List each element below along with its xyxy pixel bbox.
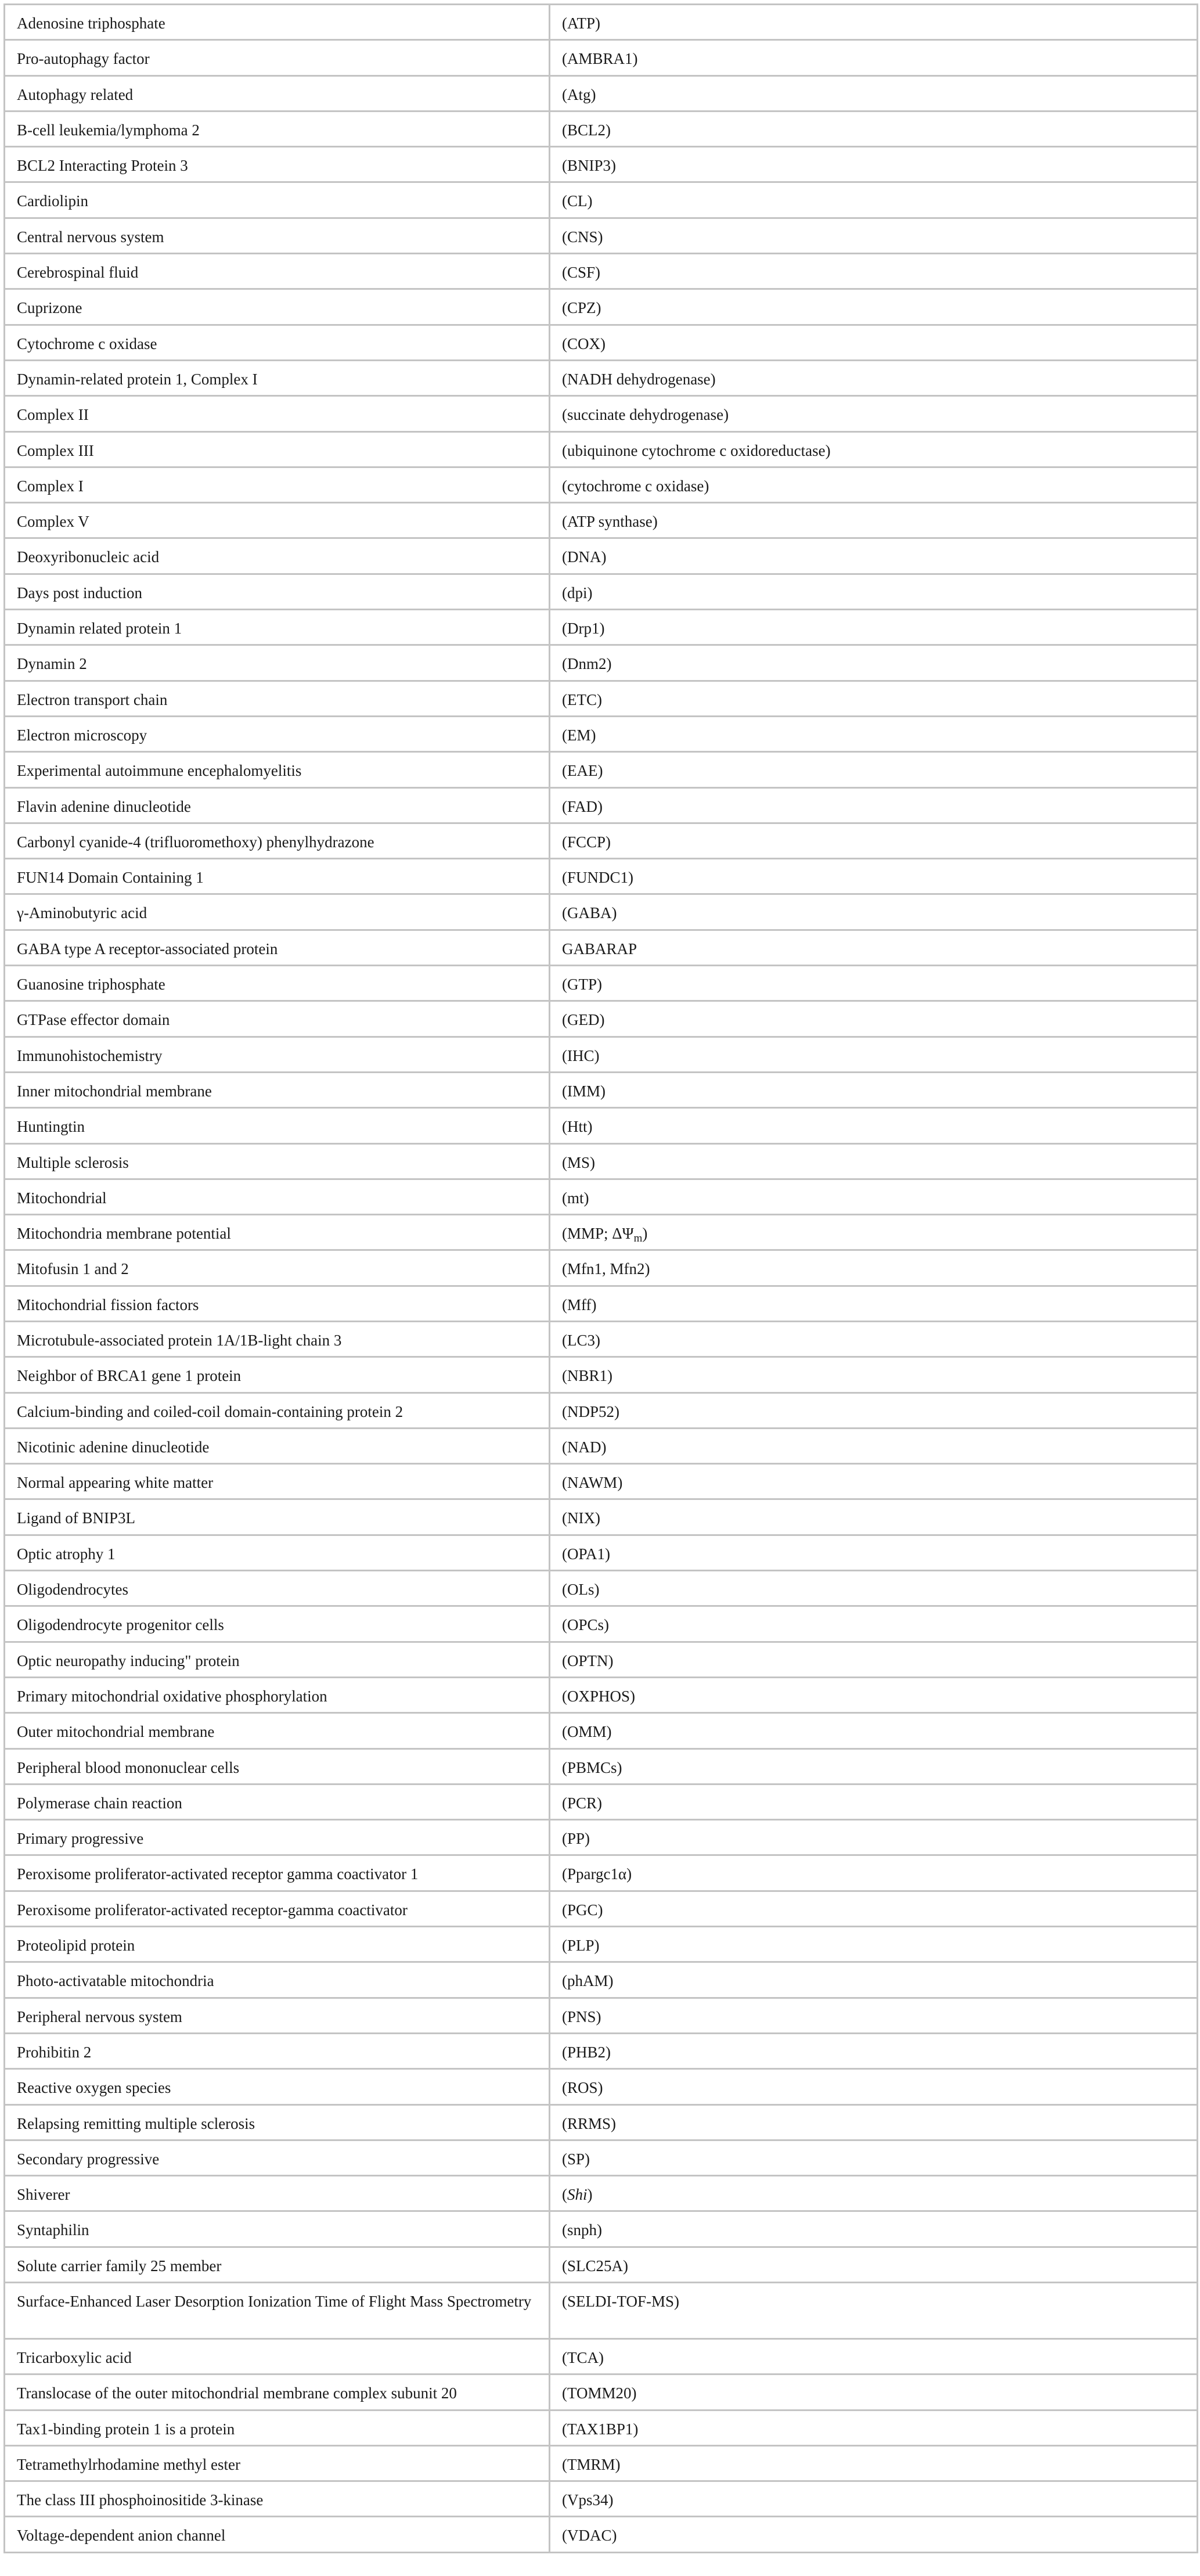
table-row	[5, 2339, 1198, 2374]
abbreviation-text: (NDP52)	[562, 1402, 619, 1420]
abbreviation-text: GABARAP	[562, 940, 637, 958]
term-cell: Nicotinic adenine dinucleotide	[5, 1428, 550, 1463]
table-row	[5, 1713, 1198, 1748]
table-row	[5, 2211, 1198, 2247]
table-row	[5, 2517, 1198, 2552]
abbreviation-cell	[550, 1037, 1198, 1072]
table-row	[5, 1321, 1198, 1357]
abbreviation-text: (OLs)	[562, 1581, 600, 1599]
abbreviation-cell	[550, 1215, 1198, 1250]
term-cell: Peroxisome proliferator-activated receptor gamma coactivator 1	[5, 1855, 550, 1891]
term-cell: Oligodendrocyte progenitor cells	[5, 1606, 550, 1642]
table-row	[5, 1286, 1198, 1321]
table-row	[5, 1784, 1198, 1819]
term-cell: Surface-Enhanced Laser Desorption Ionization Time of Flight Mass Spectrometry	[5, 2283, 550, 2339]
table-row	[5, 2140, 1198, 2175]
abbreviation-cell	[550, 2247, 1198, 2282]
table-row	[5, 289, 1198, 325]
abbreviation-cell	[550, 716, 1198, 751]
abbreviation-text: (TCA)	[562, 2349, 604, 2366]
abbreviation-text: (Mfn1, Mfn2)	[562, 1260, 650, 1278]
abbreviation-cell	[550, 1535, 1198, 1570]
abbreviation-text: (NIX)	[562, 1509, 600, 1527]
term-cell: Immunohistochemistry	[5, 1037, 550, 1072]
term-cell: Electron microscopy	[5, 716, 550, 751]
abbreviation-text: (ubiquinone cytochrome c oxidoreductase)	[562, 441, 831, 459]
abbreviation-text: (CNS)	[562, 228, 603, 246]
abbreviation-cell	[550, 2374, 1198, 2410]
abbreviation-cell	[550, 2140, 1198, 2175]
table-row	[5, 1428, 1198, 1463]
abbreviation-text: (OXPHOS)	[562, 1687, 636, 1705]
abbreviation-text: (EAE)	[562, 762, 603, 780]
table-row	[5, 787, 1198, 823]
table-row	[5, 966, 1198, 1001]
abbreviation-cell	[550, 2517, 1198, 2552]
table-row	[5, 538, 1198, 574]
abbreviation-text: (CPZ)	[562, 299, 601, 317]
abbreviation-text: (DNA)	[562, 548, 607, 566]
table-row	[5, 716, 1198, 751]
term-cell: Peripheral nervous system	[5, 1998, 550, 2033]
abbreviation-text: (OPTN)	[562, 1652, 614, 1670]
abbreviation-text: (MMP; ΔΨ	[562, 1225, 634, 1243]
table-row	[5, 1571, 1198, 1606]
term-cell: GABA type A receptor-associated protein	[5, 930, 550, 965]
abbreviation-cell	[550, 147, 1198, 182]
abbreviation-cell	[550, 2445, 1198, 2481]
term-cell: GTPase effector domain	[5, 1001, 550, 1037]
abbreviation-text: (AMBRA1)	[562, 50, 638, 68]
abbreviation-text: (Htt)	[562, 1118, 593, 1136]
table-row	[5, 1464, 1198, 1499]
term-cell: Guanosine triphosphate	[5, 966, 550, 1001]
abbreviation-text: (SLC25A)	[562, 2257, 628, 2275]
table-row	[5, 1250, 1198, 1286]
abbreviation-text: (Shi)	[562, 2186, 593, 2204]
term-cell: Peripheral blood mononuclear cells	[5, 1748, 550, 1784]
abbreviation-text: (succinate dehydrogenase)	[562, 406, 729, 424]
term-cell: Proteolipid protein	[5, 1927, 550, 1962]
abbreviation-text: (SELDI-TOF-MS)	[562, 2293, 679, 2310]
term-cell: Mitochondrial	[5, 1179, 550, 1214]
abbreviation-cell	[550, 894, 1198, 930]
table-row	[5, 2104, 1198, 2140]
abbreviation-text: (CL)	[562, 192, 593, 210]
abbreviation-cell	[550, 538, 1198, 574]
abbreviation-text: (EM)	[562, 726, 596, 744]
abbreviation-cell	[550, 1464, 1198, 1499]
abbreviation-text: (Dnm2)	[562, 655, 612, 673]
abbreviation-cell	[550, 1962, 1198, 1998]
abbreviation-cell	[550, 574, 1198, 609]
abbreviation-cell	[550, 2033, 1198, 2068]
term-cell: BCL2 Interacting Protein 3	[5, 147, 550, 182]
abbreviation-cell	[550, 610, 1198, 645]
term-cell: Mitochondrial fission factors	[5, 1286, 550, 1321]
abbreviation-text: (ETC)	[562, 690, 602, 708]
abbreviation-text: (COX)	[562, 334, 606, 352]
table-row	[5, 859, 1198, 894]
term-cell: Dynamin related protein 1	[5, 610, 550, 645]
term-cell: Cerebrospinal fluid	[5, 254, 550, 289]
table-row	[5, 218, 1198, 253]
term-cell: Peroxisome proliferator-activated receptor-gamma coactivator	[5, 1891, 550, 1926]
term-cell: Prohibitin 2	[5, 2033, 550, 2068]
abbreviation-cell	[550, 182, 1198, 218]
abbreviation-cell	[550, 431, 1198, 467]
abbreviation-cell	[550, 1393, 1198, 1428]
abbreviation-cell	[550, 787, 1198, 823]
abbreviation-text: (PCR)	[562, 1794, 603, 1812]
abbreviation-text: (FAD)	[562, 797, 603, 815]
term-cell: Dynamin-related protein 1, Complex I	[5, 360, 550, 395]
table-row	[5, 2247, 1198, 2282]
abbreviation-text: (IHC)	[562, 1046, 600, 1064]
abbreviation-cell	[550, 1606, 1198, 1642]
abbreviation-cell	[550, 859, 1198, 894]
term-cell: Tetramethylrhodamine methyl ester	[5, 2445, 550, 2481]
abbreviation-text: (RRMS)	[562, 2114, 617, 2132]
abbreviation-cell	[550, 2176, 1198, 2211]
abbreviation-cell	[550, 1072, 1198, 1107]
table-row	[5, 2410, 1198, 2445]
table-row	[5, 823, 1198, 858]
abbreviation-cell	[550, 218, 1198, 253]
term-cell: Mitofusin 1 and 2	[5, 1250, 550, 1286]
abbreviation-cell	[550, 1642, 1198, 1677]
abbreviation-cell	[550, 823, 1198, 858]
abbreviation-text: (NADH dehydrogenase)	[562, 370, 716, 388]
term-cell: Complex II	[5, 396, 550, 431]
abbreviation-table-body	[5, 5, 1198, 2553]
table-row	[5, 2374, 1198, 2410]
abbreviation-text: (phAM)	[562, 1972, 614, 1990]
term-cell: Cardiolipin	[5, 182, 550, 218]
abbreviation-text: (Mff)	[562, 1296, 597, 1314]
abbreviation-cell	[550, 1250, 1198, 1286]
abbreviation-text: (GED)	[562, 1011, 605, 1029]
term-cell: Optic neuropathy inducing" protein	[5, 1642, 550, 1677]
term-cell: Translocase of the outer mitochondrial membrane complex subunit 20	[5, 2374, 550, 2410]
abbreviation-cell	[550, 503, 1198, 538]
term-cell: Electron transport chain	[5, 681, 550, 716]
abbreviation-text: (NBR1)	[562, 1367, 612, 1385]
table-row	[5, 1891, 1198, 1926]
abbreviation-cell	[550, 325, 1198, 360]
table-row	[5, 1677, 1198, 1712]
table-row	[5, 1748, 1198, 1784]
term-cell: Days post induction	[5, 574, 550, 609]
abbreviation-cell	[550, 289, 1198, 325]
term-cell: Complex I	[5, 467, 550, 502]
table-row	[5, 325, 1198, 360]
term-cell: Microtubule-associated protein 1A/1B-light chain 3	[5, 1321, 550, 1357]
term-cell: Experimental autoimmune encephalomyelitis	[5, 752, 550, 787]
table-row	[5, 1001, 1198, 1037]
term-cell: Dynamin 2	[5, 645, 550, 681]
abbreviation-text: (BNIP3)	[562, 157, 616, 175]
term-cell: Outer mitochondrial membrane	[5, 1713, 550, 1748]
table-row	[5, 5, 1198, 40]
abbreviation-text: (Vps34)	[562, 2491, 614, 2509]
abbreviation-cell	[550, 1820, 1198, 1855]
table-row	[5, 254, 1198, 289]
table-row	[5, 1108, 1198, 1143]
abbreviation-cell	[550, 2283, 1198, 2339]
term-cell: B-cell leukemia/lymphoma 2	[5, 111, 550, 146]
term-cell: Normal appearing white matter	[5, 1464, 550, 1499]
abbreviation-text: (dpi)	[562, 584, 593, 602]
term-cell: Inner mitochondrial membrane	[5, 1072, 550, 1107]
abbreviation-text: (PBMCs)	[562, 1758, 622, 1776]
table-row	[5, 1143, 1198, 1179]
abbreviation-text: (PHB2)	[562, 2043, 611, 2061]
abbreviation-cell	[550, 1748, 1198, 1784]
term-cell: Deoxyribonucleic acid	[5, 538, 550, 574]
abbreviation-cell	[550, 1428, 1198, 1463]
abbreviation-text: (mt)	[562, 1189, 589, 1207]
term-cell: Neighbor of BRCA1 gene 1 protein	[5, 1357, 550, 1393]
abbreviation-cell	[550, 1998, 1198, 2033]
abbreviation-cell	[550, 254, 1198, 289]
table-row	[5, 111, 1198, 146]
table-row	[5, 610, 1198, 645]
abbreviation-cell	[550, 1499, 1198, 1535]
table-row	[5, 1179, 1198, 1214]
abbreviation-cell	[550, 1713, 1198, 1748]
abbreviation-tail: )	[642, 1225, 648, 1243]
term-cell: Adenosine triphosphate	[5, 5, 550, 40]
table-row	[5, 1215, 1198, 1250]
table-row	[5, 396, 1198, 431]
table-row	[5, 1606, 1198, 1642]
term-cell: Ligand of BNIP3L	[5, 1499, 550, 1535]
term-cell: The class III phosphoinositide 3-kinase	[5, 2481, 550, 2517]
abbreviation-cell	[550, 467, 1198, 502]
abbreviation-text: (GABA)	[562, 904, 617, 922]
abbreviation-cell	[550, 681, 1198, 716]
abbreviation-text: (SP)	[562, 2150, 590, 2168]
abbreviation-cell	[550, 2481, 1198, 2517]
table-row	[5, 147, 1198, 182]
abbreviation-cell	[550, 75, 1198, 111]
term-cell: Solute carrier family 25 member	[5, 2247, 550, 2282]
term-cell: Voltage-dependent anion channel	[5, 2517, 550, 2552]
term-cell: Tax1-binding protein 1 is a protein	[5, 2410, 550, 2445]
term-cell: Cytochrome c oxidase	[5, 325, 550, 360]
abbreviation-cell	[550, 5, 1198, 40]
term-cell: Cuprizone	[5, 289, 550, 325]
table-row	[5, 75, 1198, 111]
table-row	[5, 467, 1198, 502]
abbreviation-cell	[550, 2339, 1198, 2374]
term-cell: Central nervous system	[5, 218, 550, 253]
abbreviation-text: (PNS)	[562, 2007, 601, 2025]
abbreviation-cell	[550, 1143, 1198, 1179]
abbreviation-cell	[550, 1784, 1198, 1819]
table-row	[5, 40, 1198, 75]
table-row	[5, 894, 1198, 930]
abbreviation-text: (MS)	[562, 1153, 596, 1171]
table-row	[5, 1642, 1198, 1677]
abbreviation-text: (LC3)	[562, 1331, 600, 1349]
table-row	[5, 930, 1198, 965]
abbreviation-text: (GTP)	[562, 976, 602, 994]
abbreviation-text: (PP)	[562, 1830, 590, 1848]
term-cell: Secondary progressive	[5, 2140, 550, 2175]
term-cell: Mitochondria membrane potential	[5, 1215, 550, 1250]
abbreviation-text: (snph)	[562, 2221, 602, 2239]
abbreviation-text: (OPCs)	[562, 1616, 610, 1634]
term-cell: FUN14 Domain Containing 1	[5, 859, 550, 894]
term-cell: Complex V	[5, 503, 550, 538]
abbreviation-cell	[550, 1286, 1198, 1321]
table-row	[5, 2069, 1198, 2104]
abbreviation-cell	[550, 1179, 1198, 1214]
term-cell: Shiverer	[5, 2176, 550, 2211]
table-row	[5, 752, 1198, 787]
term-cell: Reactive oxygen species	[5, 2069, 550, 2104]
abbreviation-cell	[550, 645, 1198, 681]
table-row	[5, 1962, 1198, 1998]
abbreviation-text: (PGC)	[562, 1901, 603, 1919]
abbreviation-cell	[550, 2104, 1198, 2140]
term-cell: Primary mitochondrial oxidative phosphorylation	[5, 1677, 550, 1712]
abbreviation-cell	[550, 111, 1198, 146]
table-row	[5, 1535, 1198, 1570]
table-row	[5, 431, 1198, 467]
term-cell: Relapsing remitting multiple sclerosis	[5, 2104, 550, 2140]
term-cell: Flavin adenine dinucleotide	[5, 787, 550, 823]
abbreviation-text: (TMRM)	[562, 2455, 621, 2473]
abbreviation-text: (BCL2)	[562, 121, 611, 139]
term-cell: Photo-activatable mitochondria	[5, 1962, 550, 1998]
abbreviation-cell	[550, 2211, 1198, 2247]
abbreviation-cell	[550, 1321, 1198, 1357]
term-cell: Complex III	[5, 431, 550, 467]
table-row	[5, 1393, 1198, 1428]
table-row	[5, 2033, 1198, 2068]
abbreviation-text: (ROS)	[562, 2079, 603, 2097]
table-row	[5, 2176, 1198, 2211]
abbreviation-text: (PLP)	[562, 1937, 600, 1955]
abbreviation-text: (FCCP)	[562, 833, 611, 851]
term-cell: Autophagy related	[5, 75, 550, 111]
abbreviation-cell	[550, 1891, 1198, 1926]
abbreviation-text: (OMM)	[562, 1723, 612, 1741]
abbreviation-cell	[550, 1855, 1198, 1891]
abbreviation-text: (IMM)	[562, 1082, 606, 1100]
abbreviation-text: (ATP)	[562, 15, 600, 32]
term-cell: Pro-autophagy factor	[5, 40, 550, 75]
abbreviation-text: (NAD)	[562, 1438, 607, 1456]
abbreviation-cell	[550, 1357, 1198, 1393]
abbreviation-text: (VDAC)	[562, 2527, 617, 2545]
table-row	[5, 1357, 1198, 1393]
table-row	[5, 1927, 1198, 1962]
table-row	[5, 1855, 1198, 1891]
abbreviation-text: (FUNDC1)	[562, 869, 634, 887]
table-row	[5, 2445, 1198, 2481]
term-cell: Primary progressive	[5, 1820, 550, 1855]
term-cell: Carbonyl cyanide-4 (trifluoromethoxy) phenylhydrazone	[5, 823, 550, 858]
abbreviation-cell	[550, 1927, 1198, 1962]
abbreviation-cell	[550, 1677, 1198, 1712]
abbreviation-cell	[550, 2410, 1198, 2445]
abbreviation-cell	[550, 930, 1198, 965]
term-cell: Calcium-binding and coiled-coil domain-containing protein 2	[5, 1393, 550, 1428]
abbreviation-table	[3, 3, 1198, 2553]
abbreviation-text: (NAWM)	[562, 1474, 623, 1492]
abbreviation-cell	[550, 396, 1198, 431]
abbreviation-text: (Ppargc1α)	[562, 1865, 632, 1883]
term-cell: Polymerase chain reaction	[5, 1784, 550, 1819]
table-row	[5, 182, 1198, 218]
abbreviation-cell	[550, 966, 1198, 1001]
abbreviation-text: (Atg)	[562, 85, 596, 103]
abbreviation-cell	[550, 1108, 1198, 1143]
table-row	[5, 503, 1198, 538]
table-row	[5, 681, 1198, 716]
term-cell: Syntaphilin	[5, 2211, 550, 2247]
term-cell: Multiple sclerosis	[5, 1143, 550, 1179]
abbreviation-cell	[550, 1001, 1198, 1037]
abbreviation-cell	[550, 360, 1198, 395]
table-row	[5, 574, 1198, 609]
term-cell: Optic atrophy 1	[5, 1535, 550, 1570]
term-cell: Tricarboxylic acid	[5, 2339, 550, 2374]
abbreviation-text: (TAX1BP1)	[562, 2420, 639, 2438]
table-row	[5, 1037, 1198, 1072]
table-row	[5, 1072, 1198, 1107]
abbreviation-subscript: m	[633, 1232, 643, 1245]
table-row	[5, 1499, 1198, 1535]
table-row	[5, 1820, 1198, 1855]
abbreviation-text: (TOMM20)	[562, 2384, 637, 2402]
abbreviation-text: (ATP synthase)	[562, 513, 658, 531]
table-row	[5, 645, 1198, 681]
abbreviation-cell	[550, 752, 1198, 787]
table-row	[5, 360, 1198, 395]
table-row	[5, 1998, 1198, 2033]
abbreviation-cell	[550, 2069, 1198, 2104]
abbreviation-text: (CSF)	[562, 264, 601, 282]
term-cell: Oligodendrocytes	[5, 1571, 550, 1606]
abbreviation-text: (OPA1)	[562, 1545, 611, 1563]
term-cell: Huntingtin	[5, 1108, 550, 1143]
table-row	[5, 2481, 1198, 2517]
term-cell: γ-Aminobutyric acid	[5, 894, 550, 930]
abbreviation-text: (cytochrome c oxidase)	[562, 477, 709, 495]
abbreviation-text: (Drp1)	[562, 620, 605, 638]
abbreviation-cell	[550, 40, 1198, 75]
abbreviation-cell	[550, 1571, 1198, 1606]
table-row	[5, 2283, 1198, 2339]
